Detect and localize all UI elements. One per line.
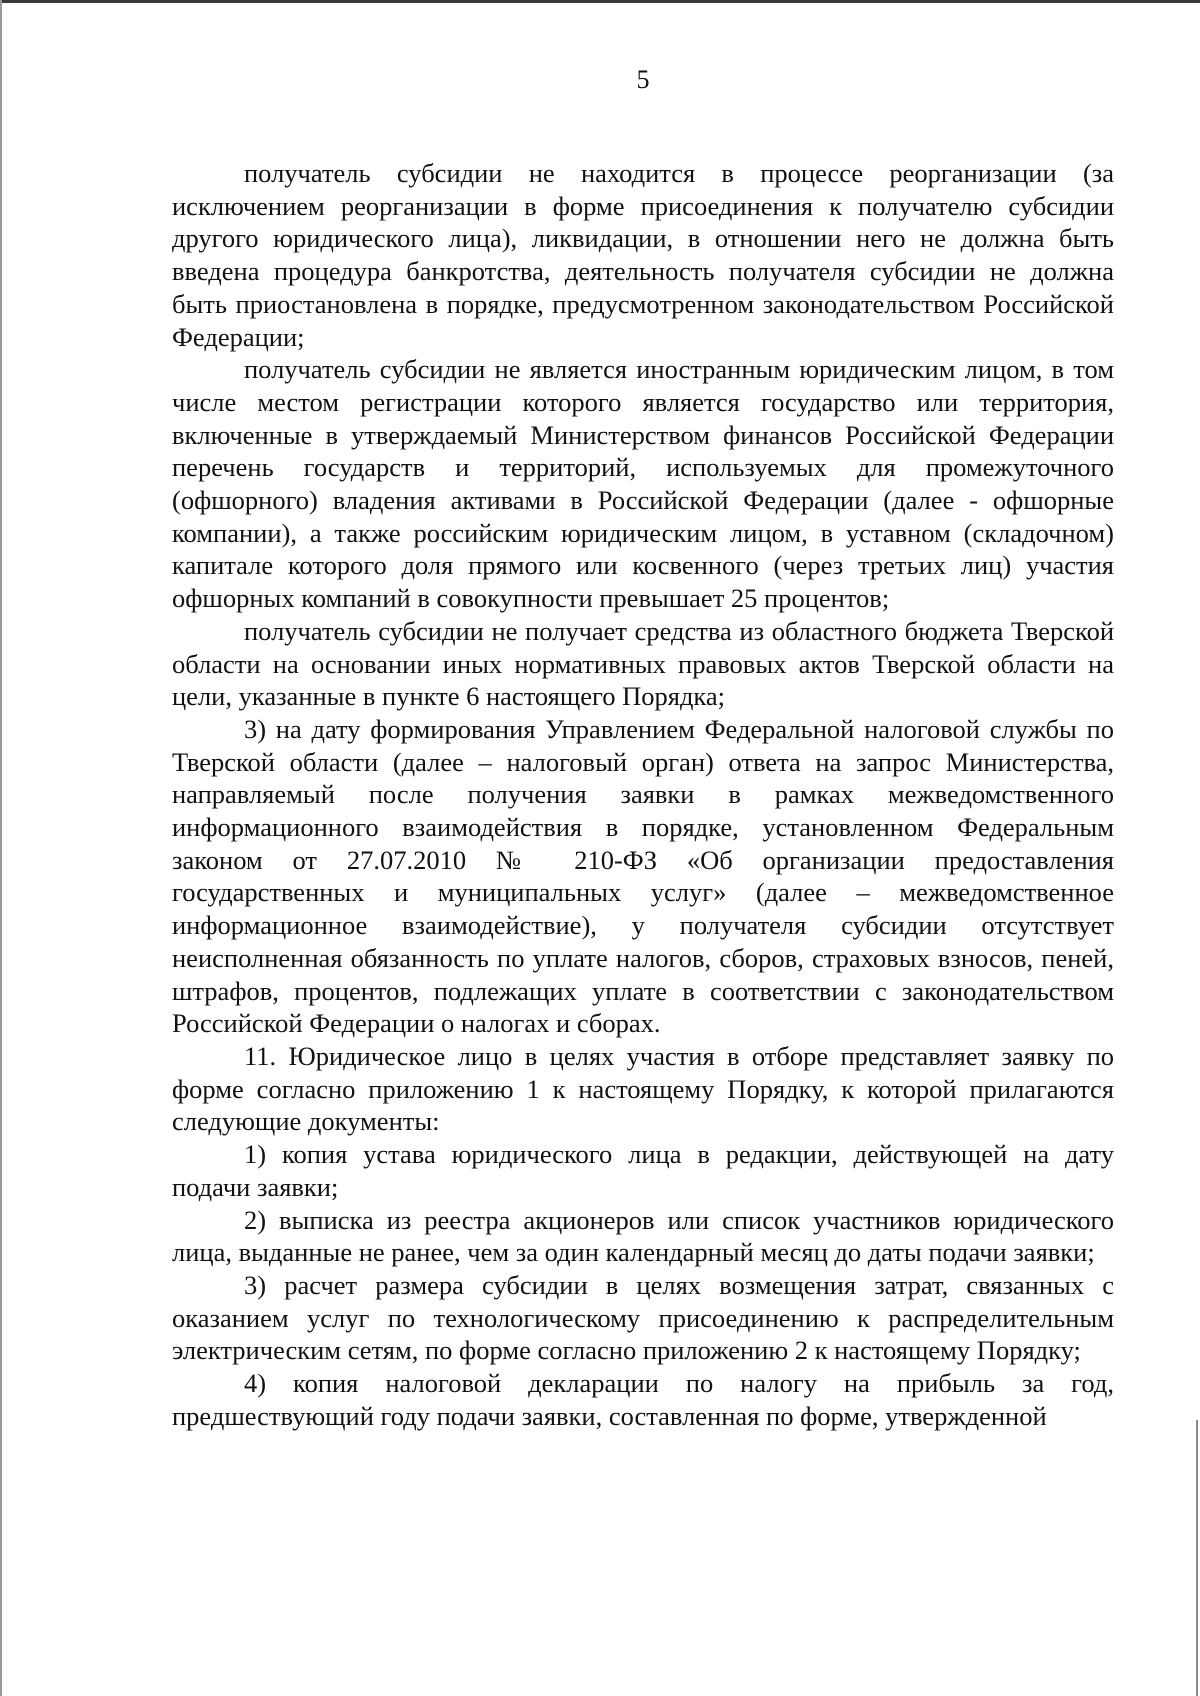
paragraph-tax-obligations: 3) на дату формирования Управлением Федеральной налоговой службы по Тверской области (далее – налоговый орган) ответа на запрос Министерства, направляемый после получения заявки в рамках межведомственного информационного взаимодействия в порядке, установленном Федеральным законом от 27.07.2010 № 210-ФЗ «Об организации предоставления государственных и муниципальных услуг» (далее – межведомственное информационное взаимодействие), у получателя субсидии отсутствует неисполненная обязанность по уплате налогов, сборов, страховых взносов, пеней, штрафов, процентов, подлежащих уплате в соответствии с законодательством Российской Федерации о налогах и сборах. (172, 713, 1114, 1039)
scan-edge-right (1196, 1420, 1198, 1696)
paragraph-tax-declaration: 4) копия налоговой декларации по налогу на прибыль за год, предшествующий году подачи заявки, составленная по форме, утвержденной (172, 1368, 1114, 1431)
scan-edge-top (0, 0, 1200, 3)
document-body (172, 157, 1114, 1432)
page-number: 5 (636, 65, 650, 94)
scan-edge-left (0, 0, 2, 1696)
paragraph-reorganization: получатель субсидии не находится в процессе реорганизации (за исключением реорганизации в форме присоединения к получателю субсидии другого юридического лица), ликвидации, в отношении него не должна быть введена процедура банкротства, деятельность получателя субсидии не должна быть приостановлена в порядке, предусмотренном законодательством Российской Федерации; (172, 158, 1114, 352)
paragraph-application-documents: 11. Юридическое лицо в целях участия в отборе представляет заявку по форме согласно приложению 1 к настоящему Порядку, к которой прилагаются следующие документы: (172, 1040, 1114, 1137)
paragraph-charter-copy: 1) копия устава юридического лица в редакции, действующей на дату подачи заявки; (172, 1139, 1114, 1202)
paragraph-budget-funds: получатель субсидии не получает средства из областного бюджета Тверской области на основании иных нормативных правовых актов Тверской области на цели, указанные в пункте 6 настоящего Порядка; (172, 615, 1114, 712)
paragraph-subsidy-calculation: 3) расчет размера субсидии в целях возмещения затрат, связанных с оказанием услуг по технологическому присоединению к распределительным электрическим сетям, по форме согласно приложению 2 к настоящему Порядку; (172, 1269, 1114, 1366)
paragraph-offshore: получатель субсидии не является иностранным юридическим лицом, в том числе местом регистрации которого является государство или территория, включенные в утверждаемый Министерством финансов Российской Федерации перечень государств и территорий, используемых для промежуточного (офшорного) владения активами в Российской Федерации (далее - офшорные компании), а также российским юридическим лицом, в уставном (складочном) капитале которого доля прямого или косвенного (через третьих лиц) участия офшорных компаний в совокупности превышает 25 процентов; (172, 354, 1114, 614)
paragraph-shareholder-extract: 2) выписка из реестра акционеров или список участников юридического лица, выданные не ранее, чем за один календарный месяц до даты подачи заявки; (172, 1204, 1114, 1268)
